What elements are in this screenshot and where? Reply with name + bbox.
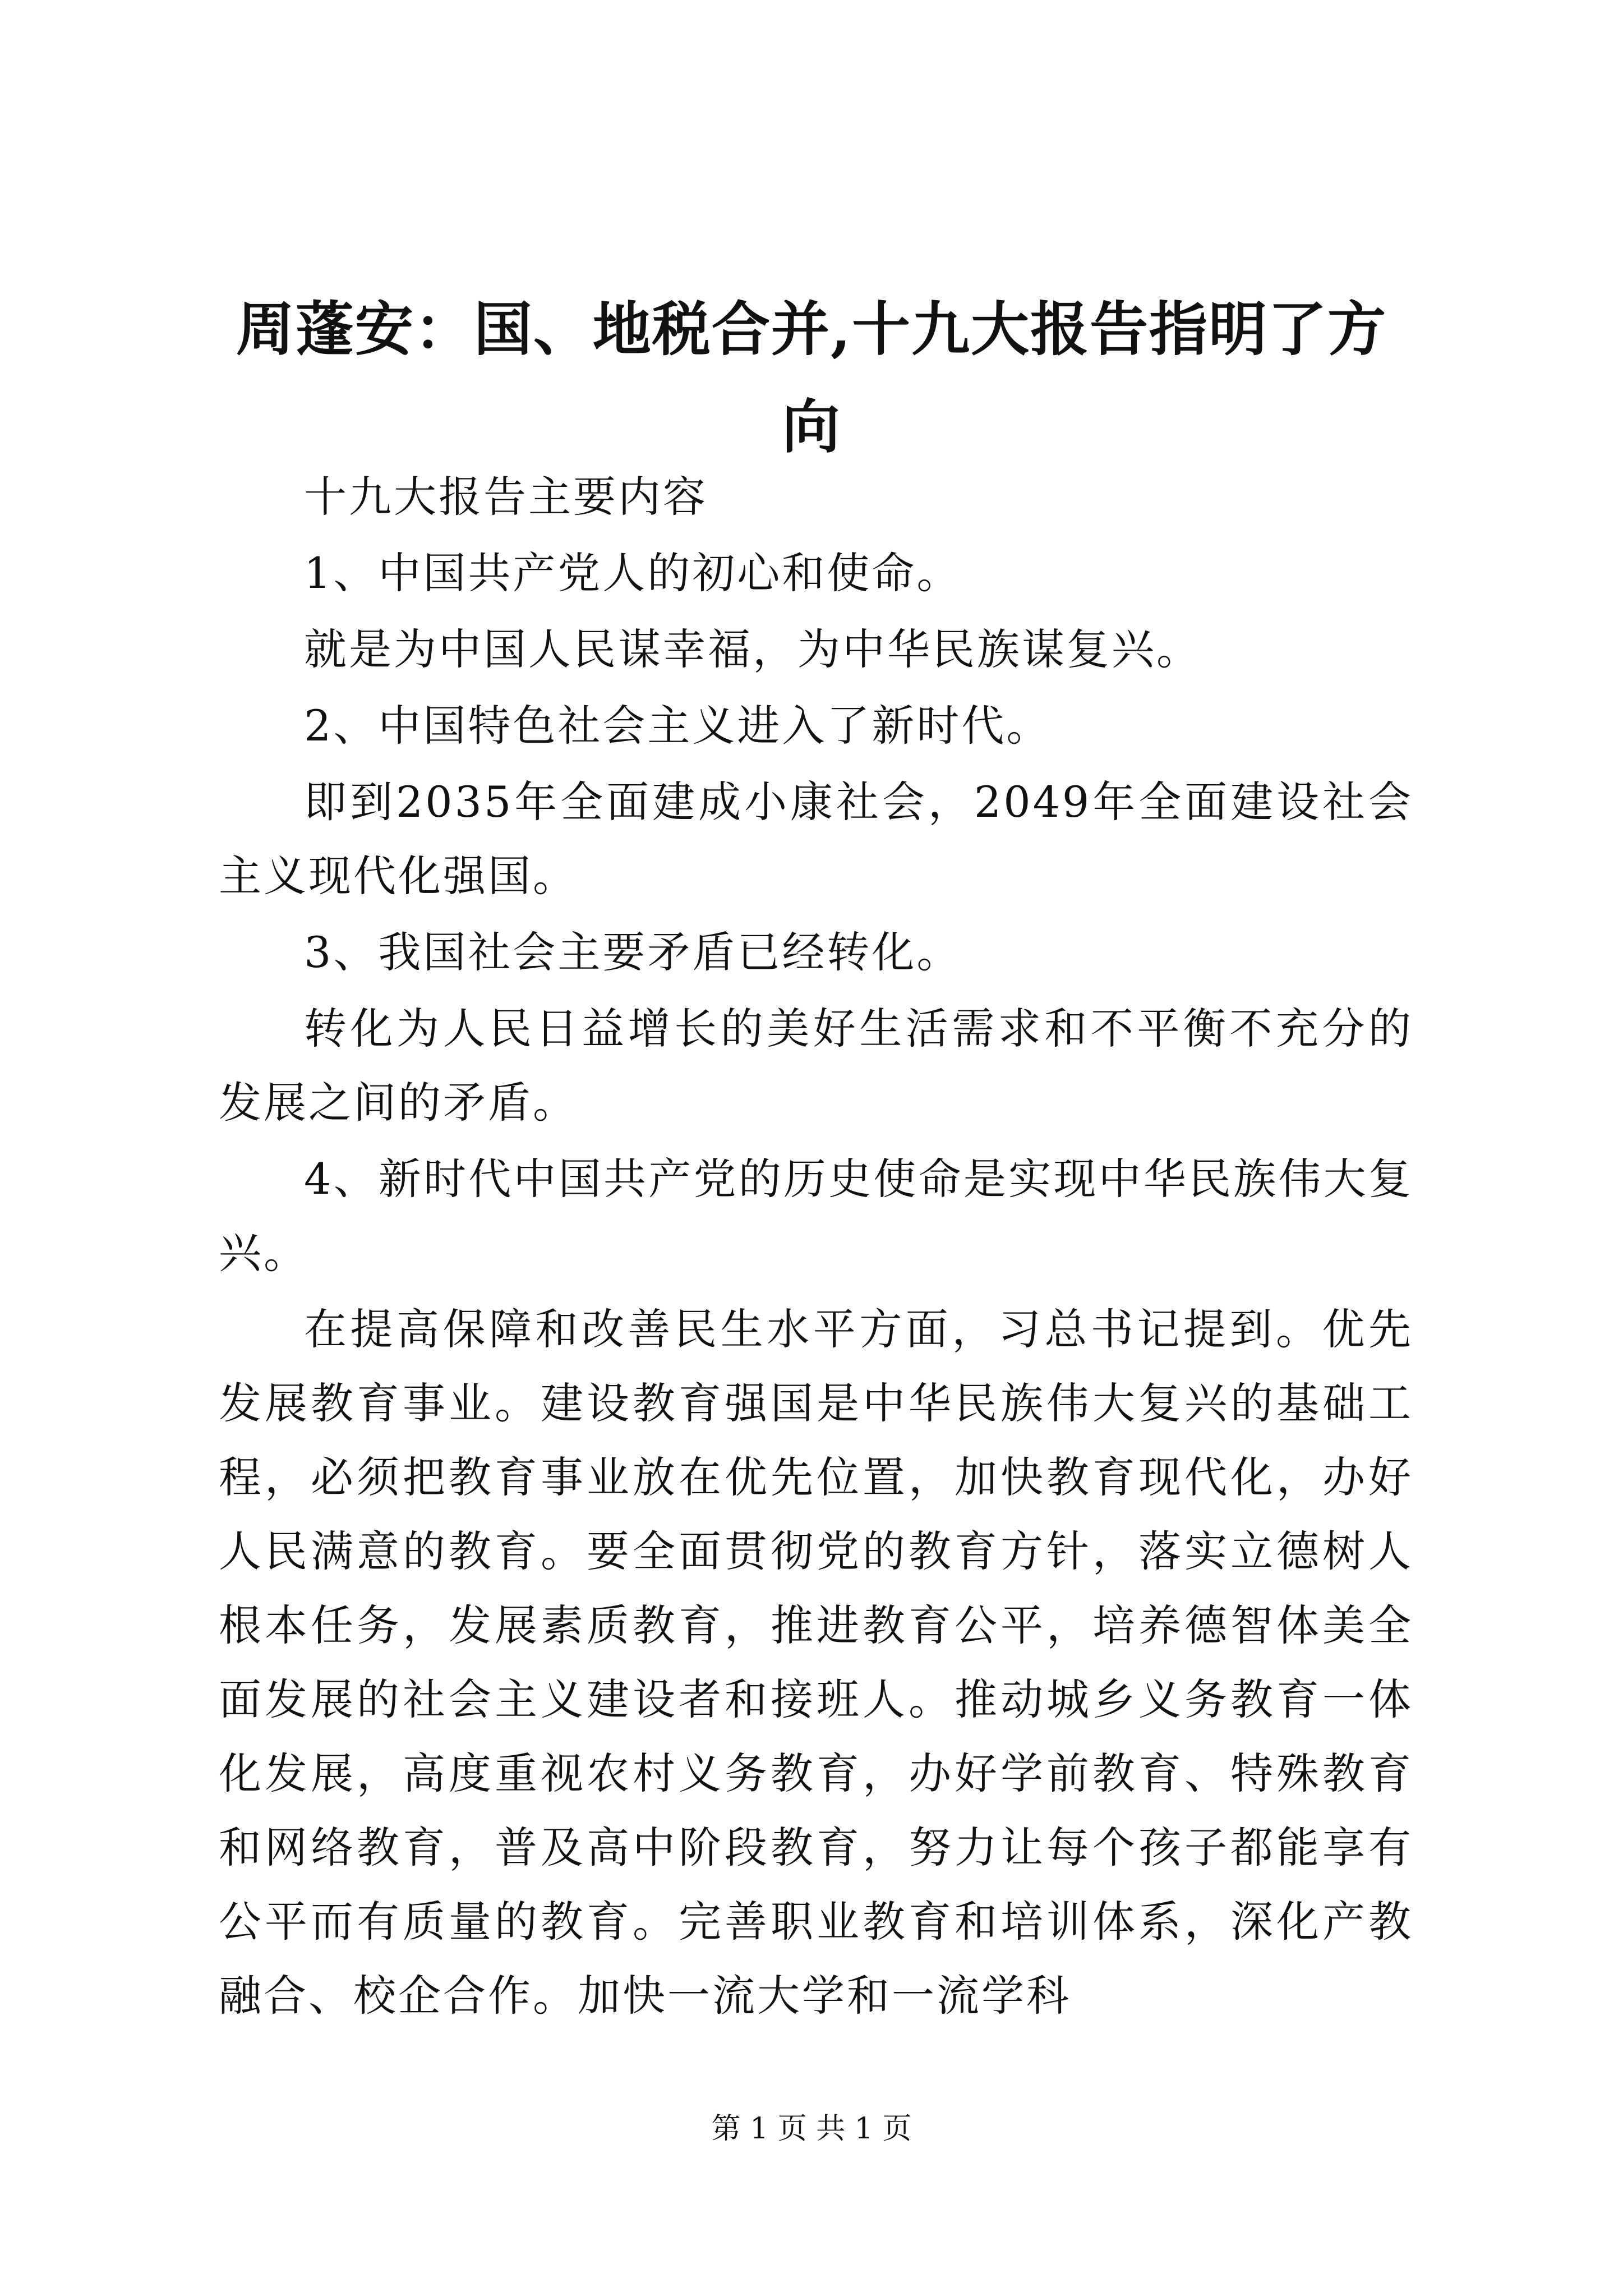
page-footer: 第 1 页 共 1 页 (711, 2112, 912, 2146)
paragraph: 转化为人民日益增长的美好生活需求和不平衡不充分的发展之间的矛盾。 (219, 1004, 1413, 1128)
paragraph: 就是为中国人民谋幸福，为中华民族谋复兴。 (304, 624, 1201, 674)
document-title: 周蓬安：国、地税合并,十九大报告指明了方向 (236, 295, 1387, 461)
paragraph: 4、新时代中国共产党的历史使命是实现中华民族伟大复兴。 (219, 1154, 1413, 1278)
paragraph: 3、我国社会主要矛盾已经转化。 (304, 927, 962, 977)
paragraph: 1、中国共产党人的初心和使命。 (304, 548, 962, 598)
paragraph: 十九大报告主要内容 (304, 472, 708, 522)
paragraph: 2、中国特色社会主义进入了新时代。 (304, 701, 1052, 751)
paragraph: 即到2035年全面建成小康社会，2049年全面建设社会主义现代化强国。 (219, 777, 1413, 901)
paragraph: 在提高保障和改善民生水平方面，习总书记提到。优先发展教育事业。建设教育强国是中华民族伟大复兴的基础工程，必须把教育事业放在优先位置，加快教育现代化，办好人民满意的教育。要全面贯彻党的教育方针，落实立德树人根本任务，发展素质教育，推进教育公平，培养德智体美全面发展的社会主义建设者和接班人。推动城乡义务教育一体化发展，高度重视农村义务教育，办好学前教育、特殊教育和网络教育，普及高中阶段教育，努力让每个孩子都能享有公平而有质量的教育。完善职业教育和培训体系，深化产教融合、校企合作。加快一流大学和一流学科 (219, 1304, 1413, 2021)
document-body (219, 460, 1413, 2035)
